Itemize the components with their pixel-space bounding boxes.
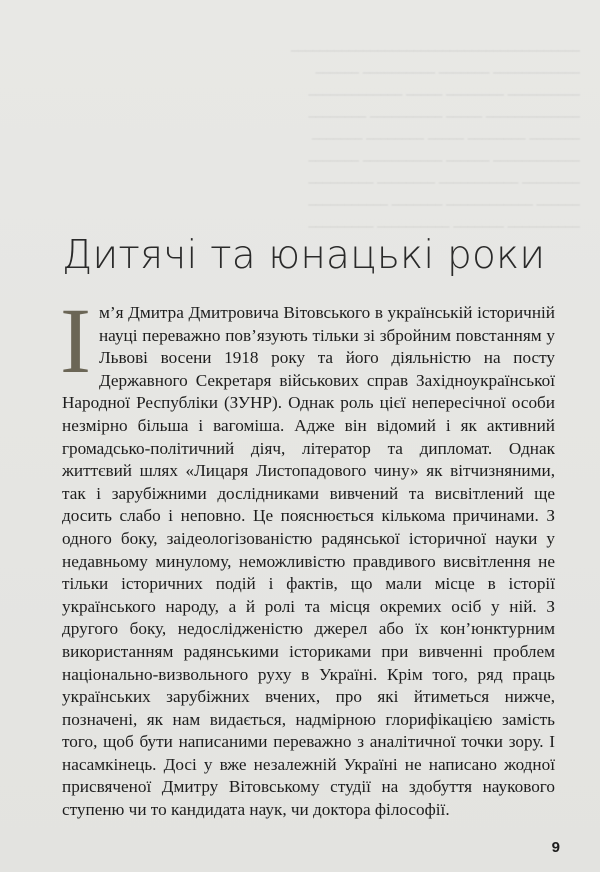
bleed-through-text: ──────────────────────────────────────── ──────────── ─────── ────────── ────── ────────── ──────── ───── ───────────── ───────────── ───── ────────── ──────── ─────── ──────── ───── ──────── ─────── ──────────── ────── ─────────── ─────── ──────── ─────────── ──────── ───────── ────── ──────────── ─────── ─────────── ────────── ─────── ────────── ───────── <box>291 44 580 234</box>
page-number: 9 <box>551 839 560 856</box>
drop-cap: І <box>60 290 91 393</box>
chapter-body <box>60 290 555 822</box>
chapter-title: Дитячі та юнацькі роки <box>62 233 546 278</box>
body-paragraph: м’я Дмитра Дмитровича Вітовського в українській історичній науці переважно пов’язують тільки зі збройним повстанням у Львові восени 1918 року та його діяльністю на посту Державного Секретаря військових справ Західноукраїнської Народної Республіки (ЗУНР). Однак роль цієї непересічної особи незмірно більша і вагоміша. Адже він відомий і як активний громадсько-політичний діяч, літератор та дипломат. Однак життєвий шлях «Лицаря Листопадового чину» як вітчизняними, так і зарубіжними дослідниками вивчений та висвітлений ще досить слабо і неповно. Це пояснюється кількома причинами. З одного боку, заідеологізованістю радянської історичної науки у недавньому минулому, неможливістю правдивого висвітлення не тільки історичних подій і фактів, що мали місце в історії українського народу, а й ролі та місця окремих осіб у ній. З другого боку, недослідженістю джерел або їх кон’юнктурним використанням радянськими істориками при вивченні проблем національно-визвольного руху в Україні. Крім того, ряд праць українських зарубіжних вчених, про які йтиметься нижче, позначені, як нам видається, надмірною глорифікацією замість того, щоб бути написаними переважно з аналітичної точки зору. І насамкінець. Досі у вже незалежній Україні не написано жодної присвяченої Дмитру Вітовському студії на здобуття наукового ступеню чи то кандидата наук, чи доктора філософії. <box>62 303 555 820</box>
